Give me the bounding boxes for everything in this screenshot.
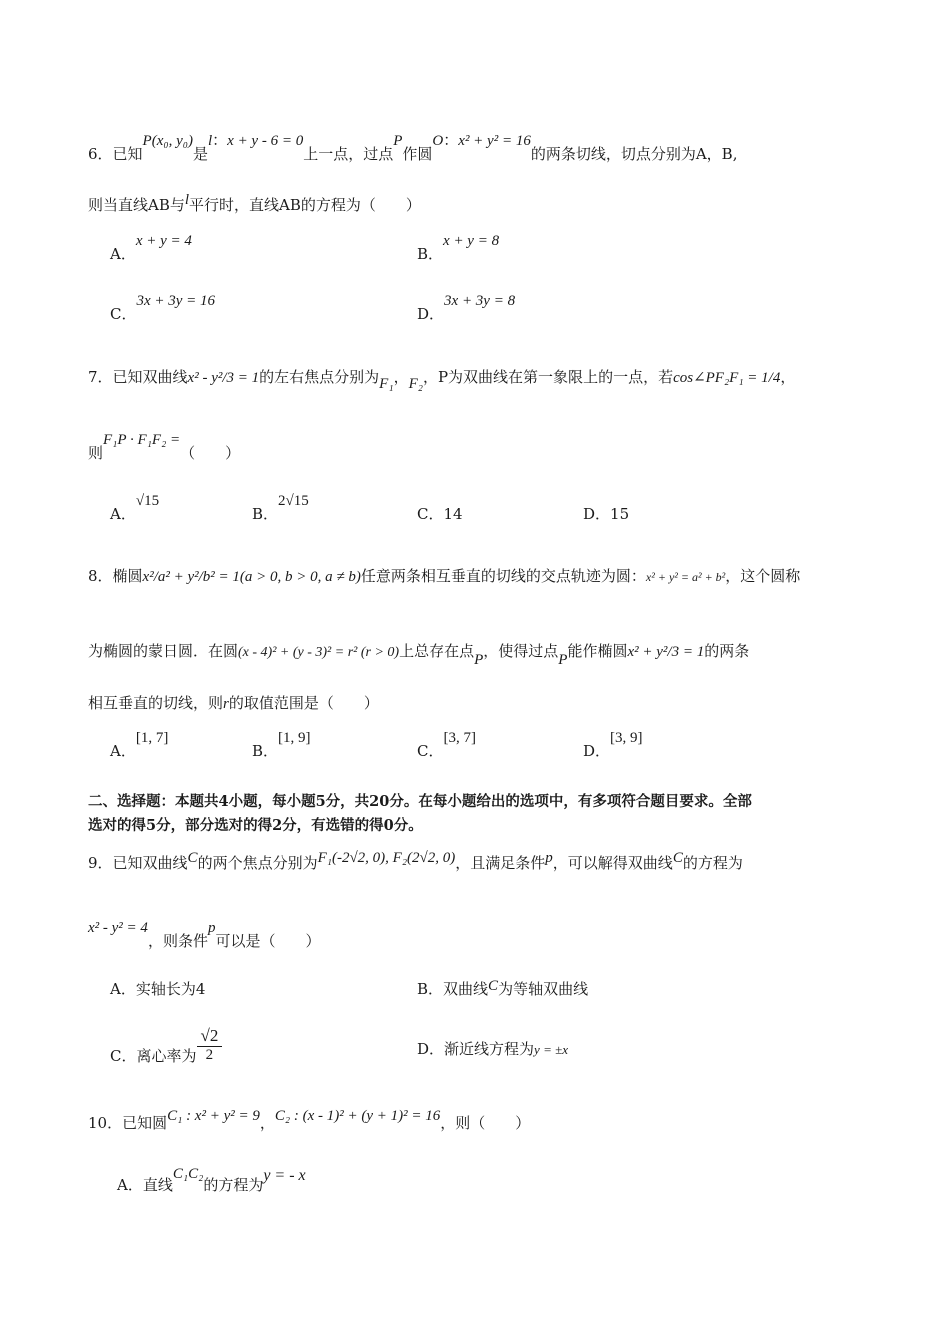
q9-c-symbol: C [488, 978, 499, 994]
q9-option-c [110, 1026, 222, 1076]
option-expr: √15 [135, 493, 160, 509]
q9-c-symbol: C [672, 850, 683, 866]
q6-option-a [110, 233, 192, 264]
q6-text: 是 [192, 145, 208, 163]
q6-circle-symbol: O [432, 133, 444, 149]
q8-text: 相互垂直的切线，则 [88, 694, 224, 712]
section2-heading-line2: 选对的得5分，部分选对的得2分，有选错的得0分。 [88, 817, 423, 834]
q7-text: 的左右焦点分别为 [259, 368, 380, 386]
option-expr: 3x + 3y = 16 [136, 293, 216, 309]
q6-line-symbol: l [184, 192, 190, 208]
option-expr: 2√15 [278, 493, 309, 509]
q7-option-d [583, 503, 629, 524]
option-label: A． [117, 1176, 143, 1194]
q8-text: 任意两条相互垂直的切线的交点轨迹为圆： [360, 567, 646, 585]
q8-point-p: P [558, 652, 568, 668]
q6-text: 平行时，直线AB的方程为（ ） [189, 196, 421, 214]
q8-option-d [583, 730, 643, 761]
option-label: D． [417, 1040, 445, 1058]
q8-point-p: P [474, 652, 484, 668]
option-expr: x + y = 4 [135, 233, 192, 249]
q9-p-symbol: p [545, 850, 553, 866]
option-expr: y = - x [263, 1167, 306, 1184]
q7-text: ， [393, 368, 409, 386]
q6-option-c [110, 293, 216, 324]
q7-text: ，P为双曲线在第一象限上的一点，若 [422, 368, 674, 386]
q7-text: 则 [88, 444, 104, 462]
q9-fraction [197, 1026, 223, 1064]
q8-option-a [110, 730, 169, 761]
option-expr: y = ±x [534, 1042, 568, 1057]
q7-cos-expr: cos∠PF₂F₁ = 1/4 [673, 370, 781, 386]
q9-option-b [417, 978, 588, 999]
q6-colon: ： [443, 131, 459, 149]
q9-foci-expr: F₁(-2√2, 0), F₂(2√2, 0) [317, 850, 456, 866]
q8-monge-circle-eq: x² + y² = a² + b² [645, 570, 726, 584]
q8-r-symbol: r [223, 696, 229, 712]
q9-p-symbol: p [207, 920, 216, 936]
q9-equation: x² - y² = 4 [88, 920, 148, 936]
q6-text: 则当直线AB与 [88, 196, 185, 214]
option-label: B． [417, 980, 444, 998]
q7-number: 7．已知双曲线 [88, 368, 188, 386]
q7-dot-product: F₁P · F₁F₂ = [103, 432, 181, 448]
q8-line2 [88, 640, 750, 668]
q8-text: 能作椭圆 [567, 642, 628, 660]
q9-option-a [110, 978, 205, 999]
q7-f1: F₁ [379, 376, 394, 392]
option-expr: 3x + 3y = 8 [444, 293, 516, 309]
q7-option-a [110, 493, 160, 524]
option-label: D． [583, 505, 611, 523]
q9-number: 9．已知双曲线 [88, 854, 188, 872]
q10-number: 10．已知圆 [88, 1114, 168, 1132]
option-label: A． [110, 980, 136, 998]
q7-line2 [88, 432, 241, 463]
q8-text: 的取值范围是（ ） [228, 694, 379, 712]
option-label: A． [110, 505, 136, 523]
q6-point-p: P [393, 133, 403, 149]
q6-colon: ： [212, 131, 228, 149]
q8-text: ，这个圆称 [725, 567, 801, 585]
option-expr: 15 [610, 505, 630, 523]
q10-option-a [117, 1166, 306, 1195]
option-label: B． [252, 742, 279, 760]
q9-option-d [417, 1038, 568, 1059]
q10-text: ，则（ ） [440, 1114, 531, 1132]
q7-line1 [88, 366, 796, 392]
option-text: 渐近线方程为 [444, 1040, 535, 1058]
q9-text: ，可以解得双曲线 [552, 854, 673, 872]
option-label: B． [417, 245, 444, 263]
q8-circle-eq: (x - 4)² + (y - 3)² = r² (r > 0) [238, 645, 400, 660]
q8-option-c [417, 730, 476, 761]
q9-text: 可以是（ ） [215, 932, 321, 950]
q8-ellipse2-eq: x² + y²/3 = 1 [627, 644, 705, 660]
q9-text: ，且满足条件 [455, 854, 546, 872]
q8-text: 的两条 [704, 642, 750, 660]
option-text: 双曲线 [443, 980, 489, 998]
option-text: 直线 [142, 1176, 173, 1194]
q7-option-b [252, 493, 309, 524]
option-label: A． [110, 742, 136, 760]
option-label: D． [583, 742, 611, 760]
q6-text: 作圆 [402, 145, 433, 163]
q8-ellipse-eq: x²/a² + y²/b² = 1(a > 0, b > 0, a ≠ b) [142, 569, 361, 585]
q6-line2 [88, 194, 421, 215]
option-label: C． [417, 505, 444, 523]
option-expr: [1, 7] [135, 730, 169, 746]
q9-text: ，则条件 [147, 932, 208, 950]
q8-text: 为椭圆的蒙日圆．在圆 [88, 642, 239, 660]
q10-circle2-eq: C₂ : (x - 1)² + (y + 1)² = 16 [274, 1108, 441, 1124]
q9-line1 [88, 852, 743, 873]
option-expr: [3, 9] [610, 730, 643, 746]
q6-point-expr: P(x₀, y₀) [142, 133, 193, 149]
q6-option-d [417, 293, 516, 324]
q8-number: 8．椭圆 [88, 567, 143, 585]
q6-option-b [417, 233, 500, 264]
option-expr: 14 [443, 505, 463, 523]
q9-line2 [88, 920, 321, 951]
q9-text: 的两个焦点分别为 [197, 854, 318, 872]
option-expr: [1, 9] [278, 730, 311, 746]
q6-line-symbol: l [207, 133, 213, 149]
q9-text: 的方程为 [682, 854, 743, 872]
q10-circle1-eq: C₁ : x² + y² = 9 [167, 1108, 260, 1124]
q8-line3 [88, 692, 379, 713]
option-expr: C₁C₂ [172, 1166, 204, 1182]
option-text: 为等轴双曲线 [498, 980, 589, 998]
option-label: C． [417, 742, 444, 760]
q10-text: ， [259, 1114, 275, 1132]
option-text: 实轴长为4 [135, 980, 206, 998]
q7-option-c [417, 503, 463, 524]
option-label: A． [110, 245, 136, 263]
q7-hyperbola-eq: x² - y²/3 = 1 [187, 370, 260, 386]
q8-line1 [88, 565, 800, 586]
q6-text: 的两条切线，切点分别为A，B, [530, 145, 738, 163]
section2-heading-line1: 二、选择题：本题共4小题，每小题5分，共20分。在每小题给出的选项中，有多项符合题目要求。全部 [88, 793, 752, 810]
q6-line1 [88, 131, 738, 164]
option-text: 的方程为 [203, 1176, 264, 1194]
q8-option-b [252, 730, 311, 761]
option-label: C． [110, 1047, 137, 1065]
option-label: B． [252, 505, 279, 523]
option-label: C． [110, 305, 137, 323]
q7-f2: F₂ [408, 376, 423, 392]
option-label: D． [417, 305, 445, 323]
q8-text: ，使得过点 [483, 642, 559, 660]
q7-text: ， [780, 368, 796, 386]
fraction-numerator: √2 [197, 1026, 223, 1047]
q6-number: 6．已知 [88, 145, 143, 163]
option-expr: x + y = 8 [443, 233, 500, 249]
q9-c-symbol: C [187, 850, 198, 866]
q7-text: （ ） [180, 444, 241, 462]
q10-line1 [88, 1108, 531, 1133]
option-expr: [3, 7] [443, 730, 476, 746]
q6-circle-eq: x² + y² = 16 [458, 133, 531, 149]
option-text: 离心率为 [136, 1047, 197, 1065]
q8-text: 上总存在点 [399, 642, 475, 660]
q6-line-eq: x + y - 6 = 0 [227, 133, 304, 149]
q6-text: 上一点，过点 [303, 145, 394, 163]
fraction-denominator: 2 [205, 1047, 214, 1063]
